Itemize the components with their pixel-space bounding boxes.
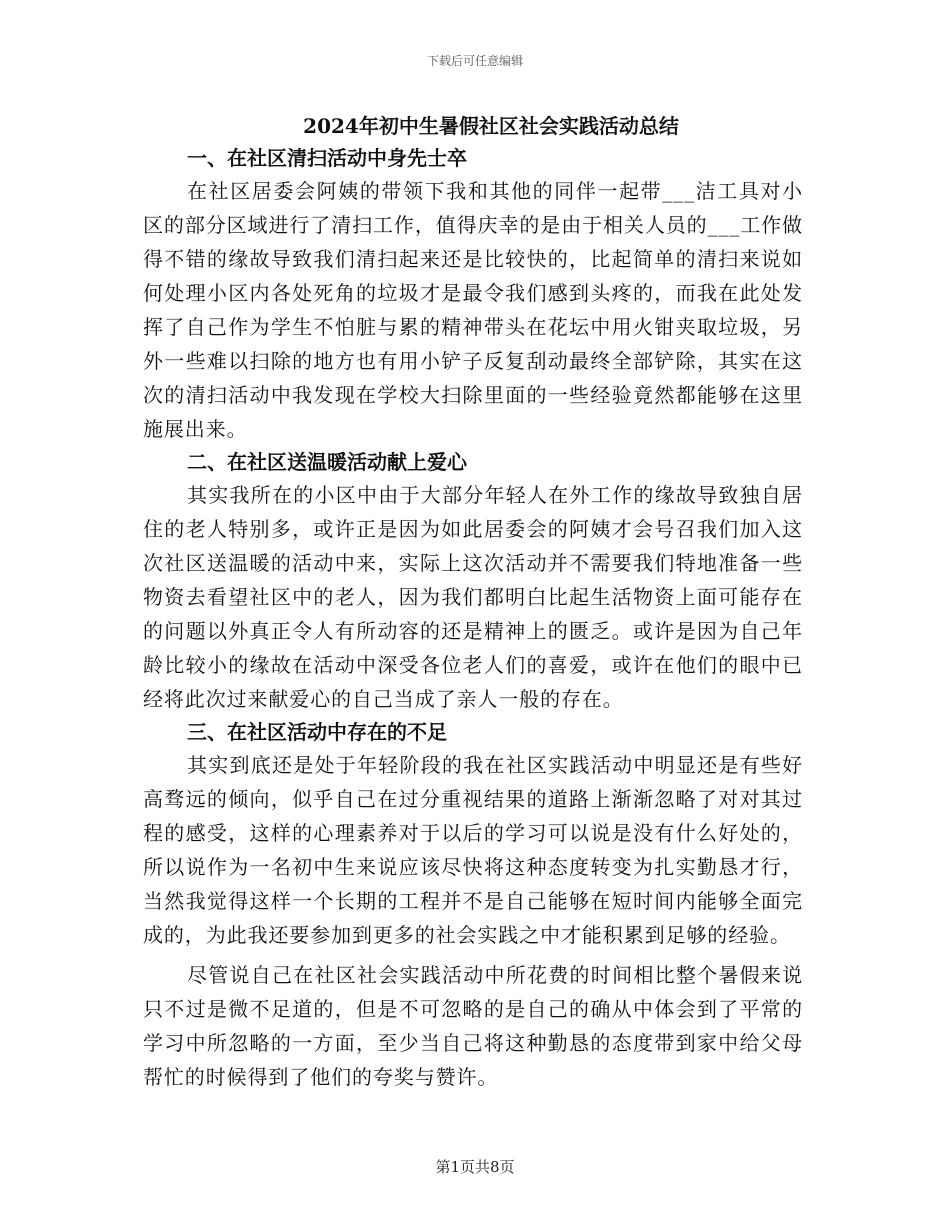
section-heading-shortcomings: 三、在社区活动中存在的不足 [187, 720, 447, 744]
closing-paragraph: 尽管说自己在社区社会实践活动中所花费的时间相比整个暑假来说只不过是微不足道的，但是不可忽略的是自己的确从中体会到了平常的学习中所忽略的一方面，至少当自己将这种勤恳的态度带到家中给父母帮忙的时候得到了他们的夸奖与赞许。 [143, 963, 803, 1089]
section-heading-warmth: 二、在社区送温暖活动献上爱心 [187, 450, 467, 474]
section-paragraph-shortcomings: 其实到底还是处于年轻阶段的我在社区实践活动中明显还是有些好高骛远的倾向，似乎自己在过分重视结果的道路上渐渐忽略了对对其过程的感受，这样的心理素养对于以后的学习可以说是没有什么好处的，所以说作为一名初中生来说应该尽快将这种态度转变为扎实勤恳才行，当然我觉得这样一个长期的工程并不是自己能够在短时间内能够全面完成的，为此我还要参加到更多的社会实践之中才能积累到足够的经验。 [143, 753, 803, 947]
document-body [143, 110, 803, 1094]
page-number: 第1页共8页 [435, 1158, 515, 1176]
section-heading-cleaning: 一、在社区清扫活动中身先士卒 [187, 146, 467, 170]
page-header-note: 下载后可任意编辑 [426, 54, 523, 68]
section-paragraph-cleaning: 在社区居委会阿姨的带领下我和其他的同伴一起带___洁工具对小区的部分区域进行了清扫工作，值得庆幸的是由于相关人员的___工作做得不错的缘故导致我们清扫起来还是比较快的，比起简单的清扫来说如何处理小区内各处死角的垃圾才是最令我们感到头疼的，而我在此处发挥了自己作为学生不怕脏与累的精神带头在花坛中用火钳夹取垃圾，另外一些难以扫除的地方也有用小铲子反复刮动最终全部铲除，其实在这次的清扫活动中我发现在学校大扫除里面的一些经验竟然都能够在这里施展出来。 [143, 179, 803, 441]
section-paragraph-warmth: 其实我所在的小区中由于大部分年轻人在外工作的缘故导致独自居住的老人特别多，或许正是因为如此居委会的阿姨才会号召我们加入这次社区送温暖的活动中来，实际上这次活动并不需要我们特地准备一些物资去看望社区中的老人，因为我们都明白比起生活物资上面可能存在的问题以外真正令人有所动容的还是精神上的匮乏。或许是因为自己年龄比较小的缘故在活动中深受各位老人们的喜爱，或许在他们的眼中已经将此次过来献爱心的自己当成了亲人一般的存在。 [143, 483, 803, 711]
document-title: 2024年初中生暑假社区社会实践活动总结 [303, 114, 679, 138]
